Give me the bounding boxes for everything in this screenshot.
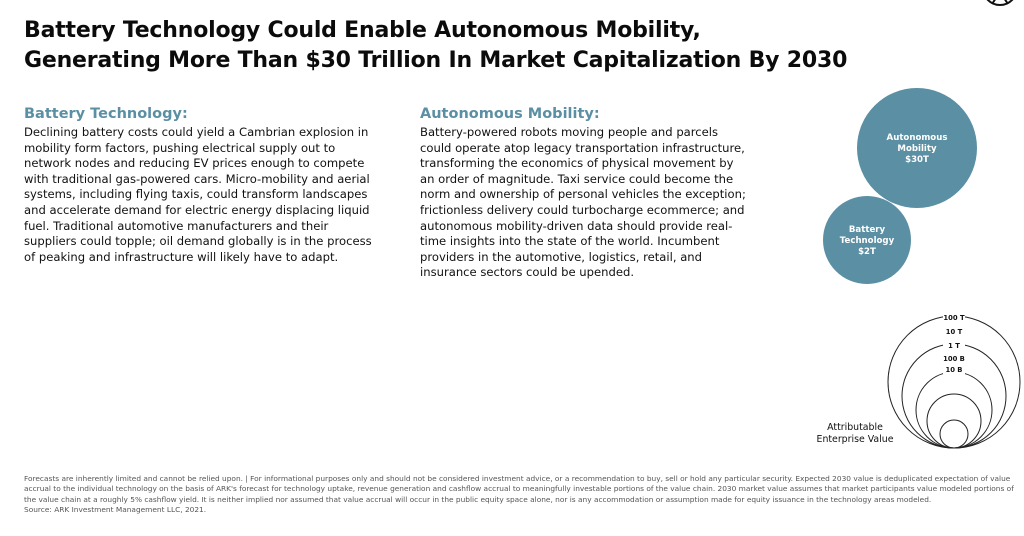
battery-technology-label-line-3: $2T — [858, 247, 876, 257]
scale-title-line-2: Enterprise Value — [816, 434, 894, 445]
battery-technology-label-line-2: Technology — [839, 236, 895, 246]
autonomous-mobility-label-line-3: $30T — [905, 155, 929, 165]
scale-ring-10-b — [940, 420, 968, 448]
autonomous-mobility-body: Battery-powered robots moving people and parcels could operate atop legacy transportation infrastructure, transforming the economics of physical movement by an order of magnitude. Taxi service could become the norm and ownership of personal vehicles the exception; frictionless delivery could turbocharge ecommerce; and autonomous mobility-driven data should provide real-time insights into the state of the world. Incumbent providers in the automotive, logistics, retail, and insurance sectors could be upended. — [420, 125, 746, 280]
scale-label-1-t: 1 T — [948, 342, 960, 350]
battery-technology-heading: Battery Technology: — [24, 106, 188, 122]
footnote — [24, 474, 1020, 516]
scale-label-10-b: 10 B — [945, 366, 963, 374]
autonomous-mobility-heading: Autonomous Mobility: — [420, 106, 600, 122]
footnote-disclaimer: Forecasts are inherently limited and cannot be relied upon. | For informational purposes only and should not be considered investment advice, or a recommendation to buy, sell or hold any particular security. Expected 2030 value is deduplicated expectation of value accrual to the individual technology on the basis of ARK's forecast for technology uptake, revenue generation and cashflow accrual to meaningfully investable portions of the value chain. 2030 market value assumes that market participants value modeled portions of the value chain at a roughly 5% cashflow yield. It is neither implied nor assumed that value accrual will occur in the public equity space alone, nor is any accommodation or assumption made for equity issuance in the technology areas modeled. — [24, 474, 1014, 504]
scale-label-10-t: 10 T — [945, 328, 963, 336]
scale-label-100-b: 100 B — [943, 355, 965, 363]
scale-label-100-t: 100 T — [943, 314, 965, 322]
autonomous-mobility-label-line-2: Mobility — [897, 144, 937, 154]
scale-title-line-1: Attributable — [827, 422, 883, 433]
autonomous-mobility-label-line-1: Autonomous — [886, 133, 948, 143]
battery-technology-label-line-1: Battery — [848, 225, 886, 235]
title-line-1: Battery Technology Could Enable Autonomous Mobility, — [24, 18, 701, 43]
battery-technology-body: Declining battery costs could yield a Cambrian explosion in mobility form factors, pushing electrical supply out to network nodes and reducing EV prices enough to compete with traditional gas-powered cars. Micro-mobility and aerial systems, including flying taxis, could transform landscapes and accelerate demand for electric energy displacing liquid fuel. Traditional automotive manufacturers and their suppliers could topple; oil demand globally is in the process of peaking and infrastructure will likely have to adapt. — [24, 125, 372, 264]
footnote-source: Source: ARK Investment Management LLC, 2021. — [24, 505, 207, 515]
scale-ring-1-t — [916, 372, 992, 448]
scale-ring-100-b — [927, 394, 981, 448]
title-line-2: Generating More Than $30 Trillion In Market Capitalization By 2030 — [24, 48, 848, 73]
